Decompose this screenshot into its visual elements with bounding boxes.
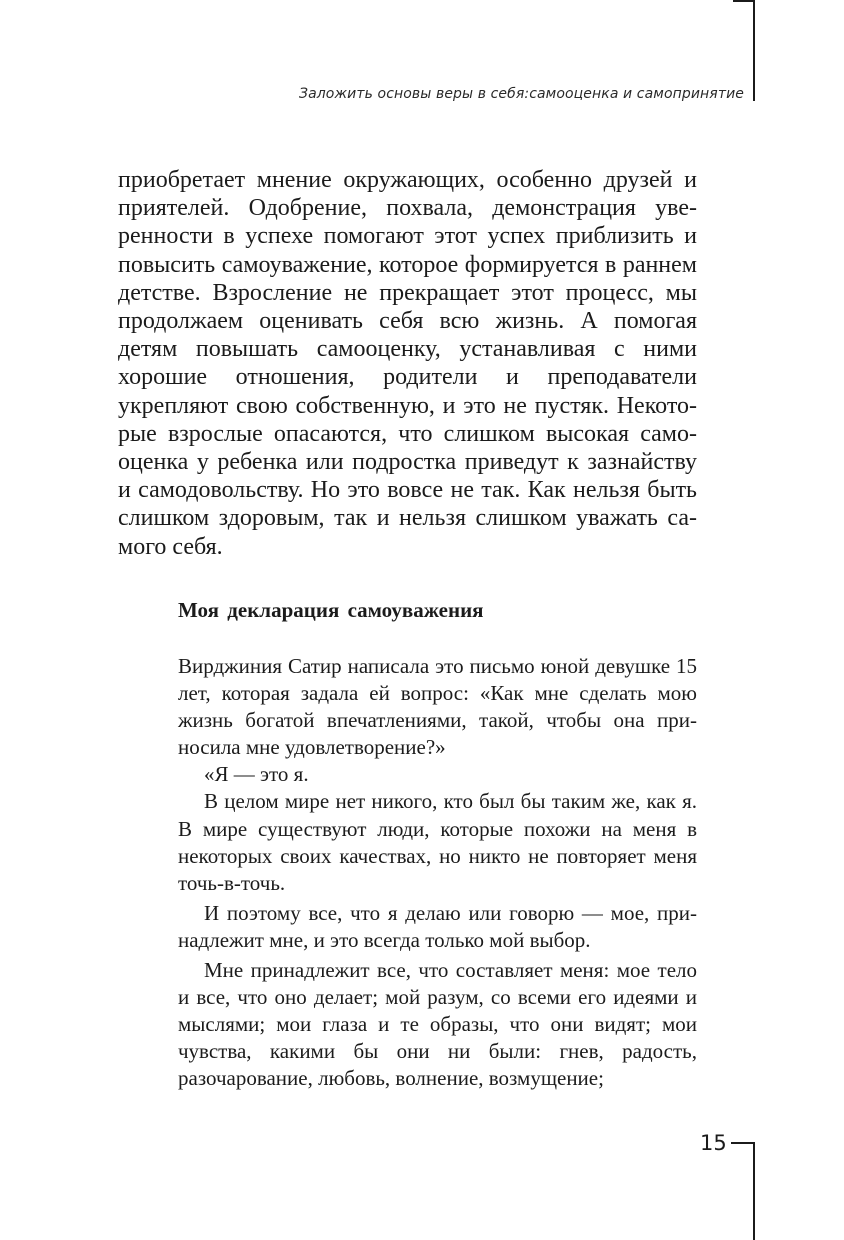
main-paragraph: приобретает мнение окружающих, особенно друзей и приятелей. Одобрение, похвала, демонстрация уверенности в успехе помогают этот успех приблизить и повысить самоуважение, которое формируется в раннем детстве. Взросление не прекращает этот процесс, мы продолжаем оценивать себя всю жизнь. А помогая детям повышать самооценку, устанавливая с ними хорошие отношения, родители и преподаватели укрепляют свою собственную, и это не пустяк. Некоторые взрослые опасаются, что слишком высокая самооценка у ребенка или подростка приведут к зазнайству и самодовольству. Но это вовсе не так. Как нельзя быть слишком здоровым, так и нельзя слишком уважать самого себя. [118, 167, 697, 560]
top-corner-rule-horizontal [733, 0, 755, 2]
top-corner-rule-vertical [753, 0, 755, 101]
bottom-corner-rule-horizontal [731, 1142, 755, 1144]
running-head: Заложить основы веры в себя:самооценка и самопринятие [299, 86, 744, 102]
inset-text-block [178, 653, 697, 1093]
bottom-corner-rule-vertical [753, 1142, 755, 1240]
inset-intro-paragraph: Вирджиния Сатир написала это письмо юной девушке 15 лет, которая задала ей вопрос: «Как мне сделать мою жизнь богатой впечатлениями, такой, чтобы она приносила мне удовлетворение?» [178, 654, 697, 760]
main-text-block [118, 166, 697, 561]
inset-paragraph-3: И поэтому все, что я делаю или говорю — мое, принадлежит мне, и это всегда только мой выбор. [178, 900, 697, 952]
page-number: 15 [700, 1131, 727, 1155]
inset-paragraph-2: В целом мире нет никого, кто был бы таким же, как я. В мире существуют люди, которые похожи на меня в некоторых своих качествах, но никто не повторяет меня точь-в-точь. [178, 789, 697, 895]
inset-paragraph-1: «Я — это я. [204, 762, 309, 787]
section-heading: Моя декларация самоуважения [178, 598, 484, 622]
inset-paragraph-4: Мне принадлежит все, что составляет меня: мое тело и все, что оно делает; мой разум, со всеми его идеями и мыслями; мои глаза и те образы, что они видят; мои чувства, какими бы они ни были: гнев, радость, разочарование, любовь, волнение, возмущение; [178, 958, 697, 1091]
